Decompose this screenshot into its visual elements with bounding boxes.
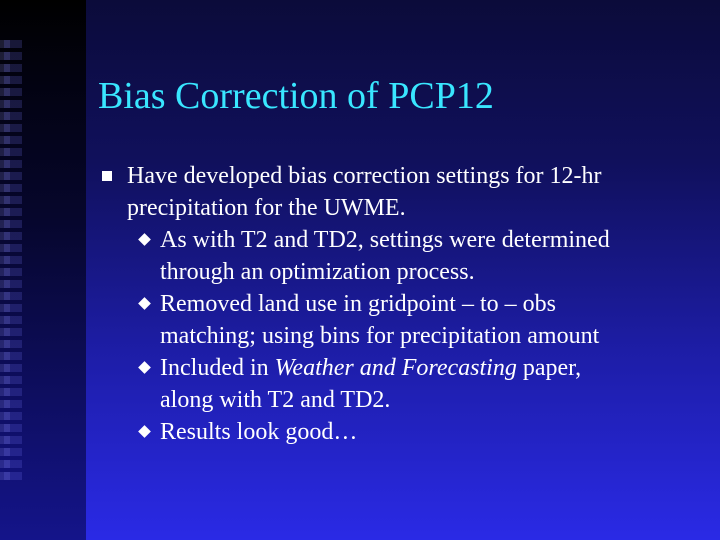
slide-content xyxy=(102,160,702,448)
diamond-bullet-icon xyxy=(138,233,151,246)
main-bullet-line-2: precipitation for the UWME. xyxy=(127,195,406,221)
sub-bullet-3-line-2: along with T2 and TD2. xyxy=(160,387,391,413)
sub-bullet-1-line-1: As with T2 and TD2, settings were determined xyxy=(160,227,610,253)
sub-bullet-2 xyxy=(127,288,702,352)
sub-bullet-2-line-1: Removed land use in gridpoint – to – obs xyxy=(160,291,556,317)
sub-bullet-3-text-pre: Included in xyxy=(160,355,275,381)
decorative-squares-inner xyxy=(4,40,22,480)
sub-bullet-1 xyxy=(127,224,702,288)
sub-bullet-3-text-post: paper, xyxy=(516,355,582,381)
diamond-bullet-icon xyxy=(138,425,151,438)
square-bullet-icon xyxy=(102,171,112,181)
sub-bullet-1-line-2: through an optimization process. xyxy=(160,259,475,285)
diamond-bullet-icon xyxy=(138,361,151,374)
journal-name: Weather and Forecasting xyxy=(274,355,517,381)
main-bullet xyxy=(102,160,702,448)
left-decorative-strip xyxy=(0,0,86,540)
slide-title: Bias Correction of PCP12 xyxy=(98,75,494,117)
sub-bullet-3 xyxy=(127,352,702,416)
diamond-bullet-icon xyxy=(138,297,151,310)
sub-bullet-4 xyxy=(127,416,702,448)
sub-bullet-2-line-2: matching; using bins for precipitation amount xyxy=(160,323,600,349)
sub-bullet-4-line-1: Results look good… xyxy=(160,419,358,445)
sub-bullet-3-line-1 xyxy=(160,352,702,384)
main-bullet-line-1: Have developed bias correction settings for 12-hr xyxy=(127,163,602,189)
